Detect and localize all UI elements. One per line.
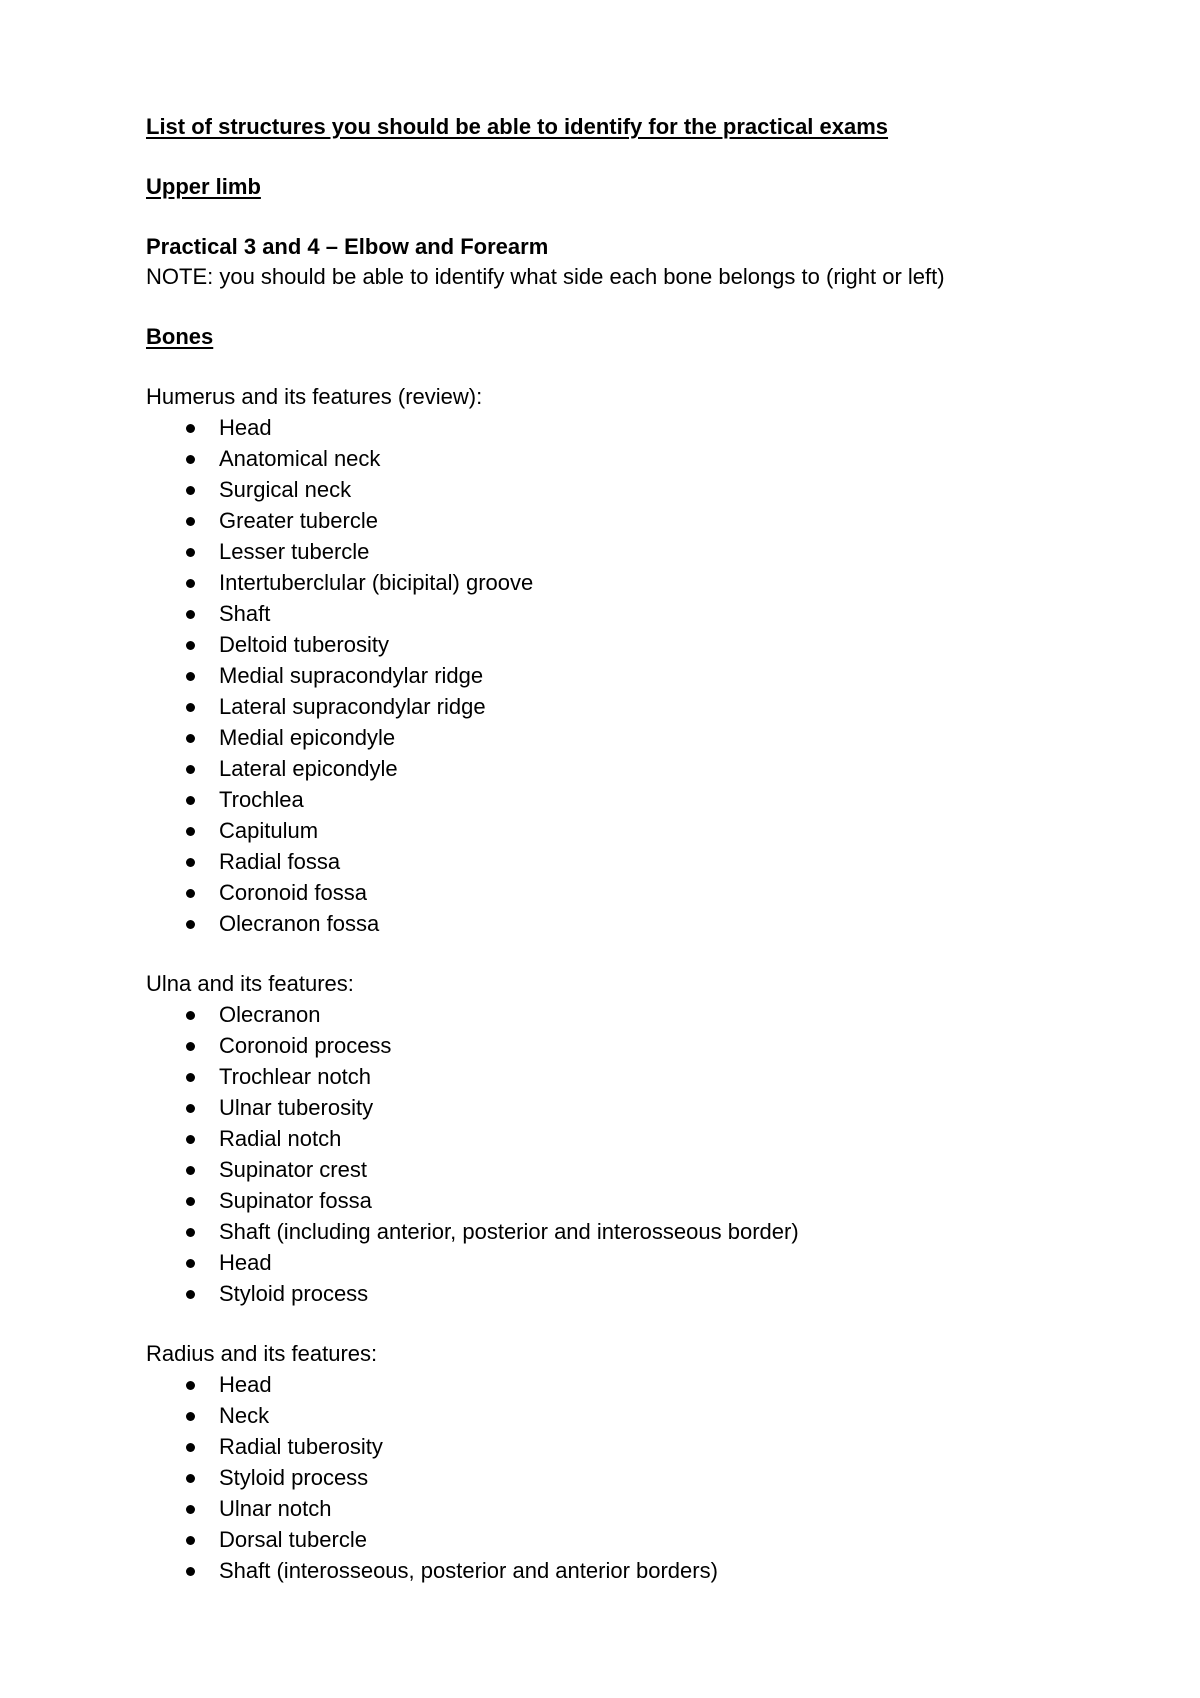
bullet-icon [186,424,195,433]
humerus-heading: Humerus and its features (review): [146,384,483,409]
ulna-features-list [146,999,1146,1309]
list-item-label: Radial tuberosity [219,1434,383,1459]
ulna-heading: Ulna and its features: [146,971,354,996]
bullet-icon [186,1104,195,1113]
bullet-icon [186,734,195,743]
list-item-label: Ulnar notch [219,1496,332,1521]
bullet-icon [186,889,195,898]
list-item-label: Head [219,1250,272,1275]
list-item-label: Trochlea [219,787,304,812]
list-item-label: Greater tubercle [219,508,378,533]
radius-heading: Radius and its features: [146,1341,378,1366]
bullet-icon [186,1536,195,1545]
list-item-label: Shaft (interosseous, posterior and anterior borders) [219,1558,718,1583]
list-item [146,1154,1146,1185]
list-item [146,784,1146,815]
humerus-features-list [146,412,1146,939]
list-item-label: Shaft (including anterior, posterior and interosseous border) [219,1219,799,1244]
list-item [146,691,1146,722]
list-item [146,815,1146,846]
practical-heading: Practical 3 and 4 – Elbow and Forearm [146,234,549,259]
list-item-label: Lateral supracondylar ridge [219,694,486,719]
list-item [146,567,1146,598]
list-item-label: Radial fossa [219,849,341,874]
list-item [146,1524,1146,1555]
bullet-icon [186,703,195,712]
bullet-icon [186,765,195,774]
list-item-label: Medial supracondylar ridge [219,663,484,688]
list-item [146,1431,1146,1462]
bullet-icon [186,858,195,867]
spacer [146,202,1146,232]
list-item-label: Radial notch [219,1126,342,1151]
list-item-label: Coronoid fossa [219,880,367,905]
bones-heading: Bones [146,324,214,349]
radius-features-list [146,1369,1146,1586]
bullet-icon [186,920,195,929]
list-item-label: Olecranon [219,1002,321,1027]
bullet-icon [186,1259,195,1268]
bullet-icon [186,1381,195,1390]
list-item-label: Neck [219,1403,270,1428]
list-item [146,1369,1146,1400]
bullet-icon [186,610,195,619]
list-item-label: Dorsal tubercle [219,1527,367,1552]
list-item [146,598,1146,629]
list-item [146,846,1146,877]
list-item [146,877,1146,908]
list-item [146,722,1146,753]
list-item [146,1493,1146,1524]
spacer [146,142,1146,172]
bullet-icon [186,1228,195,1237]
list-item-label: Capitulum [219,818,319,843]
list-item [146,999,1146,1030]
list-item [146,1555,1146,1586]
note-text: NOTE: you should be able to identify what side each bone belongs to (right or left) [146,264,945,289]
bullet-icon [186,579,195,588]
list-item-label: Medial epicondyle [219,725,396,750]
list-item [146,412,1146,443]
bullet-icon [186,1474,195,1483]
bullet-icon [186,796,195,805]
spacer [146,292,1146,322]
list-item [146,1216,1146,1247]
bullet-icon [186,517,195,526]
bullet-icon [186,672,195,681]
bullet-icon [186,1412,195,1421]
list-item-label: Head [219,1372,272,1397]
list-item [146,1462,1146,1493]
list-item [146,753,1146,784]
list-item [146,443,1146,474]
bullet-icon [186,641,195,650]
list-item [146,536,1146,567]
list-item-label: Styloid process [219,1281,369,1306]
list-item [146,1030,1146,1061]
list-item-label: Styloid process [219,1465,369,1490]
list-item [146,660,1146,691]
list-item [146,1278,1146,1309]
bullet-icon [186,1073,195,1082]
list-item-label: Deltoid tuberosity [219,632,389,657]
document-title: List of structures you should be able to identify for the practical exams [146,114,889,139]
bullet-icon [186,1011,195,1020]
list-item-label: Supinator crest [219,1157,367,1182]
bullet-icon [186,1567,195,1576]
bullet-icon [186,1042,195,1051]
list-item [146,629,1146,660]
list-item [146,1185,1146,1216]
bullet-icon [186,1197,195,1206]
list-item [146,1061,1146,1092]
list-item [146,505,1146,536]
list-item-label: Head [219,415,272,440]
section-heading-upper-limb: Upper limb [146,174,261,199]
bullet-icon [186,548,195,557]
document-page [146,112,1146,1586]
list-item-label: Surgical neck [219,477,352,502]
list-item-label: Olecranon fossa [219,911,380,936]
bullet-icon [186,455,195,464]
spacer [146,352,1146,382]
list-item [146,1123,1146,1154]
bullet-icon [186,827,195,836]
list-item-label: Coronoid process [219,1033,392,1058]
list-item-label: Ulnar tuberosity [219,1095,374,1120]
list-item [146,908,1146,939]
list-item-label: Lesser tubercle [219,539,370,564]
list-item [146,1247,1146,1278]
bullet-icon [186,1166,195,1175]
list-item-label: Supinator fossa [219,1188,372,1213]
bullet-icon [186,1443,195,1452]
list-item-label: Trochlear notch [219,1064,372,1089]
list-item-label: Intertuberclular (bicipital) groove [219,570,534,595]
list-item-label: Lateral epicondyle [219,756,398,781]
list-item [146,474,1146,505]
bullet-icon [186,1505,195,1514]
bullet-icon [186,1135,195,1144]
list-item [146,1092,1146,1123]
spacer [146,939,1146,969]
list-item-label: Shaft [219,601,271,626]
spacer [146,1309,1146,1339]
bullet-icon [186,1290,195,1299]
list-item [146,1400,1146,1431]
bullet-icon [186,486,195,495]
list-item-label: Anatomical neck [219,446,381,471]
